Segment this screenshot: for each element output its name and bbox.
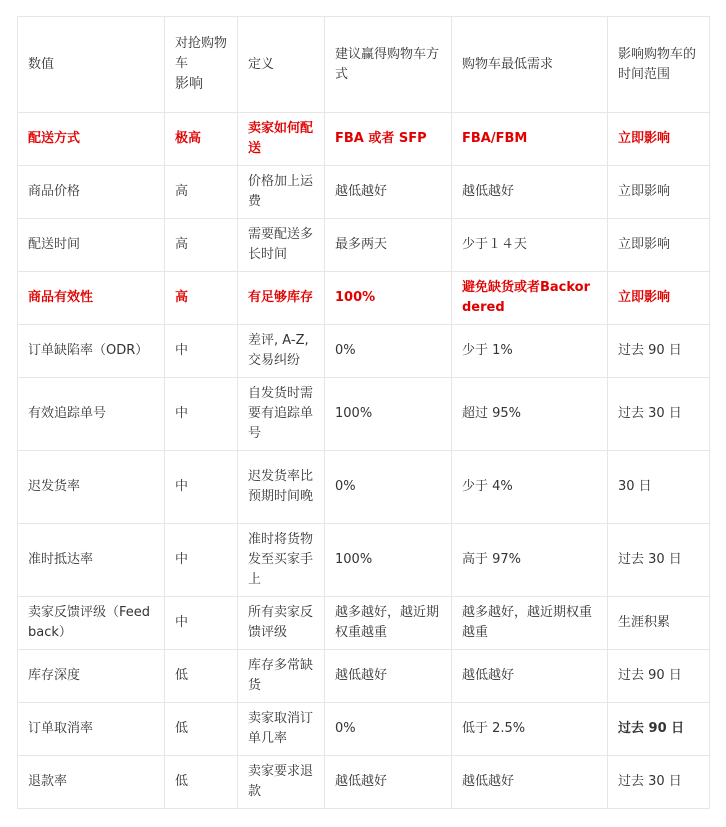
table-cell: 越低越好 — [452, 756, 608, 809]
header-cell: 数值 — [18, 17, 165, 113]
table-cell: 中 — [165, 597, 238, 650]
table-cell: 越低越好 — [452, 166, 608, 219]
table-cell: 过去 90 日 — [608, 325, 710, 378]
table-cell: 订单取消率 — [18, 703, 165, 756]
table-cell: 越低越好 — [452, 650, 608, 703]
table-cell: 100% — [325, 272, 452, 325]
table-cell: 商品价格 — [18, 166, 165, 219]
table-cell: 迟发货率比预期时间晚 — [238, 451, 325, 524]
table-cell: 少于 4% — [452, 451, 608, 524]
table-cell: 订单缺陷率（ODR） — [18, 325, 165, 378]
table-cell: 中 — [165, 378, 238, 451]
table-cell: 库存多常缺货 — [238, 650, 325, 703]
table-cell: 卖家要求退款 — [238, 756, 325, 809]
table-cell: 少于 1% — [452, 325, 608, 378]
table-row — [18, 451, 710, 524]
table-cell: 0% — [325, 325, 452, 378]
header-cell: 影响购物车的时间范围 — [608, 17, 710, 113]
table-cell: 越多越好，越近期权重越重 — [452, 597, 608, 650]
header-cell: 购物车最低需求 — [452, 17, 608, 113]
table-cell: 低 — [165, 650, 238, 703]
table-cell: 迟发货率 — [18, 451, 165, 524]
table-cell: 越多越好，越近期权重越重 — [325, 597, 452, 650]
table-cell: 商品有效性 — [18, 272, 165, 325]
table-cell: 配送方式 — [18, 113, 165, 166]
table-row — [18, 703, 710, 756]
table-cell: 低于 2.5% — [452, 703, 608, 756]
table-cell: 0% — [325, 703, 452, 756]
header-impact-line1: 对抢购物车 — [175, 36, 228, 71]
table-cell: 差评, A-Z, 交易纠纷 — [238, 325, 325, 378]
table-cell: 少于１４天 — [452, 219, 608, 272]
table-cell: 过去 30 日 — [608, 378, 710, 451]
table-cell: 立即影响 — [608, 113, 710, 166]
table-cell: 自发货时需要有追踪单号 — [238, 378, 325, 451]
table-cell: 配送时间 — [18, 219, 165, 272]
table-cell: 0% — [325, 451, 452, 524]
table-cell: 过去 90 日 — [608, 650, 710, 703]
table-cell: 有效追踪单号 — [18, 378, 165, 451]
table-row — [18, 166, 710, 219]
table-wrapper — [17, 16, 710, 809]
table-cell: 中 — [165, 325, 238, 378]
table-cell: 低 — [165, 703, 238, 756]
table-row — [18, 597, 710, 650]
table-row — [18, 219, 710, 272]
table-cell: 越低越好 — [325, 756, 452, 809]
table-cell: 立即影响 — [608, 219, 710, 272]
header-cell: 定义 — [238, 17, 325, 113]
table-row — [18, 756, 710, 809]
table-cell: 价格加上运费 — [238, 166, 325, 219]
table-cell: 退款率 — [18, 756, 165, 809]
table-cell: FBA/FBM — [452, 113, 608, 166]
table-cell: 100% — [325, 524, 452, 597]
table-row — [18, 524, 710, 597]
table-cell: 准时抵达率 — [18, 524, 165, 597]
buy-box-factors-table — [17, 16, 710, 809]
table-row — [18, 325, 710, 378]
table-cell: 越低越好 — [325, 166, 452, 219]
table-cell: 高 — [165, 166, 238, 219]
table-cell: 30 日 — [608, 451, 710, 524]
table-cell: 立即影响 — [608, 272, 710, 325]
table-row — [18, 650, 710, 703]
table-cell: 过去 90 日 — [608, 703, 710, 756]
table-cell: 低 — [165, 756, 238, 809]
table-cell: 需要配送多长时间 — [238, 219, 325, 272]
table-cell: 卖家取消订单几率 — [238, 703, 325, 756]
table-cell: 中 — [165, 451, 238, 524]
table-cell: 有足够库存 — [238, 272, 325, 325]
table-cell: 生涯积累 — [608, 597, 710, 650]
table-cell: 避免缺货或者Backordered — [452, 272, 608, 325]
table-row — [18, 378, 710, 451]
table-cell: 超过 95% — [452, 378, 608, 451]
header-cell: 建议赢得购物车方式 — [325, 17, 452, 113]
table-row — [18, 113, 710, 166]
table-row — [18, 272, 710, 325]
table-cell: 高 — [165, 272, 238, 325]
table-cell: 高于 97% — [452, 524, 608, 597]
table-cell: 所有卖家反馈评级 — [238, 597, 325, 650]
table-cell: 过去 30 日 — [608, 524, 710, 597]
table-cell: 过去 30 日 — [608, 756, 710, 809]
table-cell: 最多两天 — [325, 219, 452, 272]
table-cell: 高 — [165, 219, 238, 272]
table-cell: 100% — [325, 378, 452, 451]
table-cell: 卖家如何配送 — [238, 113, 325, 166]
table-cell: 中 — [165, 524, 238, 597]
table-cell: 准时将货物发至买家手上 — [238, 524, 325, 597]
table-cell: 立即影响 — [608, 166, 710, 219]
header-row — [18, 17, 710, 113]
header-cell — [165, 17, 238, 113]
table-cell: FBA 或者 SFP — [325, 113, 452, 166]
table-cell: 卖家反馈评级（Feedback） — [18, 597, 165, 650]
table-cell: 越低越好 — [325, 650, 452, 703]
header-impact-line2: 影响 — [175, 76, 203, 92]
table-cell: 极高 — [165, 113, 238, 166]
table-cell: 库存深度 — [18, 650, 165, 703]
